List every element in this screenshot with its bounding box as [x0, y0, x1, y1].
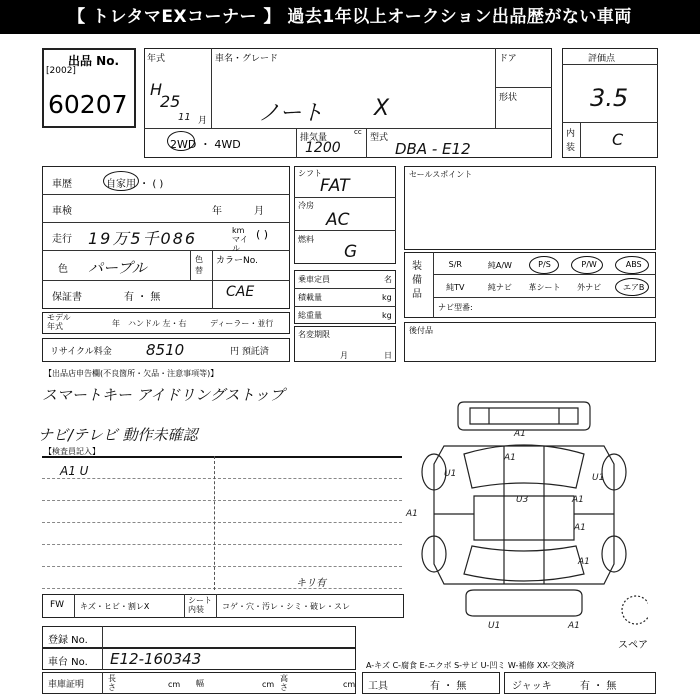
year-month: 11 — [178, 112, 191, 123]
cert-length: 長さ — [108, 674, 116, 692]
shift-label: シフト — [298, 169, 322, 178]
mileage-paren: ( ) — [256, 228, 269, 241]
equipment-item-row1-0: S/R — [448, 260, 462, 269]
diagram-mark: A1 — [574, 523, 586, 533]
displacement-label: 排気量 — [300, 133, 328, 143]
shift-value: FAT — [320, 176, 350, 196]
notes-label: 【出品店申告欄(不良箇所・欠品・注意事項等)】 — [44, 369, 219, 378]
spare-label: スペア — [618, 640, 648, 651]
weight-unit: kg — [382, 311, 392, 320]
year-value: 25 — [160, 92, 181, 111]
diagram-mark: A1 — [504, 453, 516, 463]
diagram-mark: U1 — [488, 621, 501, 631]
cert-label: 車庫証明 — [48, 680, 85, 690]
door-label: ドア — [499, 54, 517, 64]
model-year-year: 年 — [112, 319, 120, 328]
drive-circle — [167, 131, 195, 151]
shape-label: 形状 — [499, 93, 518, 103]
inspector-line — [42, 478, 402, 479]
equipment-item-row2-1: 純ナビ — [487, 283, 512, 292]
model-type-value: DBA - E12 — [395, 140, 471, 158]
color-value: パープル — [88, 259, 147, 277]
damage-legend: A-キズ C-腐食 E-エクボ S-サビ U-凹ミ W-補修 XX-交換済 — [366, 661, 575, 670]
model-name: ノート — [258, 101, 324, 126]
lot-label: 出品 No. — [68, 54, 120, 68]
recycle-value: 8510 — [146, 341, 185, 359]
inspector-line — [42, 544, 402, 545]
score-label: 評価点 — [588, 54, 616, 64]
chassis-label: 車台 No. — [48, 657, 88, 668]
lot-box — [42, 48, 136, 128]
fw-label: FW — [50, 600, 65, 610]
sales-point-label: セールスポイント — [409, 170, 473, 179]
equipment-label: 装備品 — [412, 261, 422, 300]
displacement-value: 1200 — [305, 140, 341, 156]
page-banner: 【 トレタマEXコーナー 】 過去1年以上オークション出品歴がない車両 — [0, 0, 700, 34]
ac-value: AC — [326, 210, 350, 230]
colorno-label: カラーNo. — [216, 256, 258, 266]
interior-value: C — [612, 130, 624, 149]
inspector-note: A1 U — [60, 464, 89, 478]
year-label: 年式 — [147, 54, 166, 64]
diagram-mark: A1 — [406, 509, 418, 519]
diagram-mark: A1 — [514, 429, 526, 439]
inspector-label: 【検査員記入】 — [44, 447, 100, 456]
diagram-mark: A1 — [572, 495, 584, 505]
cert-width: 幅 — [196, 679, 204, 688]
navi-label: ナビ型番: — [438, 303, 473, 312]
capacity-label: 乗車定員 — [298, 275, 330, 284]
after-parts-label: 後付品 — [409, 326, 433, 335]
history-circle — [103, 171, 139, 191]
mileage-label: 走行 — [52, 234, 72, 245]
after-parts-box — [404, 322, 656, 362]
equipment-item-row1-3: P/W — [581, 260, 597, 269]
inspection-label: 車検 — [52, 206, 72, 217]
name-label: 車名・グレード — [215, 54, 279, 64]
warranty-label: 保証書 — [52, 292, 82, 303]
equipment-item-row2-3: 外ナビ — [577, 283, 602, 292]
fuel-label: 燃料 — [298, 235, 314, 244]
load-label: 積載量 — [298, 293, 322, 302]
fw-seat-label: シート内装 — [188, 596, 212, 614]
cert-height: 高さ — [280, 674, 288, 692]
inspector-line — [42, 588, 402, 589]
model-type-label: 型式 — [370, 133, 389, 143]
equipment-item-row2-0: 純TV — [446, 283, 465, 292]
year-month-unit: 月 — [198, 116, 208, 126]
fw-value: キズ・ヒビ・割レX — [80, 602, 150, 611]
notes-line1: スマートキー アイドリングストップ — [42, 386, 285, 404]
recycle-unit: 円 預託済 — [230, 347, 269, 357]
tools-value: 有 ・ 無 — [430, 681, 467, 692]
cert-height-unit: cm — [343, 680, 356, 689]
inspection-month: 月 — [254, 206, 264, 217]
capacity-unit: 名 — [384, 275, 392, 284]
equipment-item-row1-2: P/S — [538, 260, 551, 269]
expiry-label: 名変期限 — [298, 330, 330, 339]
jack-value: 有 ・ 無 — [580, 681, 617, 692]
color-label: 色 — [58, 264, 68, 275]
equipment-item-row2-2: 革シート — [528, 283, 561, 292]
model-year-dealer: ディーラー・並行 — [210, 319, 274, 328]
history-label: 車歴 — [52, 179, 72, 190]
fw-seat: コゲ・穴・汚レ・シミ・破レ・スレ — [222, 602, 350, 611]
abs-circle — [615, 256, 649, 274]
equipment-item-row1-4: ABS — [625, 260, 642, 269]
diagram-mark: A1 — [578, 557, 590, 567]
year-era: H — [150, 80, 163, 99]
car-damage-diagram — [404, 384, 648, 634]
chassis-value: E12-160343 — [110, 650, 202, 668]
drive-options: 2WD ・ 4WD — [170, 138, 241, 151]
mileage-value: 19万5千086 — [88, 229, 198, 248]
notes-line2: ナビ/テレビ 動作未確認 — [38, 426, 198, 444]
score-value: 3.5 — [590, 84, 629, 112]
inspector-line — [42, 522, 402, 523]
diagram-mark: U3 — [516, 495, 529, 505]
mileage-unit: km マイル — [232, 226, 248, 253]
fw-handwriting: キリ有 — [296, 578, 326, 589]
expiry-month: 月 — [340, 351, 348, 360]
inspector-line — [42, 500, 402, 501]
lot-code: [2002] — [46, 66, 76, 76]
tools-label: 工具 — [368, 681, 388, 692]
ps-circle — [529, 256, 559, 274]
cert-width-unit: cm — [262, 680, 275, 689]
inspection-year: 年 — [212, 206, 222, 217]
reg-label: 登録 No. — [48, 635, 88, 646]
diagram-mark: U1 — [592, 473, 605, 483]
fuel-value: G — [344, 242, 358, 262]
interior-label-1: 内 — [566, 129, 576, 139]
load-unit: kg — [382, 293, 392, 302]
ac-label: 冷房 — [298, 201, 314, 210]
reg-row — [42, 626, 356, 648]
cert-length-unit: cm — [168, 680, 181, 689]
lot-number: 60207 — [48, 90, 128, 119]
history-value: 自家用 ・ ( ) — [106, 179, 164, 190]
recycle-label: リサイクル料金 — [50, 347, 112, 357]
color-change-label: 色替 — [195, 255, 203, 275]
diagram-mark: A1 — [568, 621, 580, 631]
warranty-value: 有 ・ 無 — [124, 292, 161, 303]
interior-label-2: 装 — [566, 143, 576, 153]
model-year-handle: ハンドル 左・右 — [128, 319, 187, 328]
pw-circle — [571, 256, 603, 274]
colorno-value: CAE — [226, 284, 255, 300]
weight-label: 総重量 — [298, 311, 322, 320]
model-year-label: モデル年式 — [47, 313, 71, 331]
equipment-item-row2-4: エアB — [622, 283, 645, 292]
equipment-item-row1-1: 純A/W — [487, 261, 512, 270]
airbag-circle — [615, 278, 649, 296]
expiry-day: 日 — [384, 351, 392, 360]
model-grade: X — [374, 96, 390, 121]
displacement-unit: cc — [354, 128, 362, 136]
jack-label: ジャッキ — [512, 681, 552, 692]
inspector-line — [42, 566, 402, 567]
diagram-mark: U1 — [444, 469, 457, 479]
